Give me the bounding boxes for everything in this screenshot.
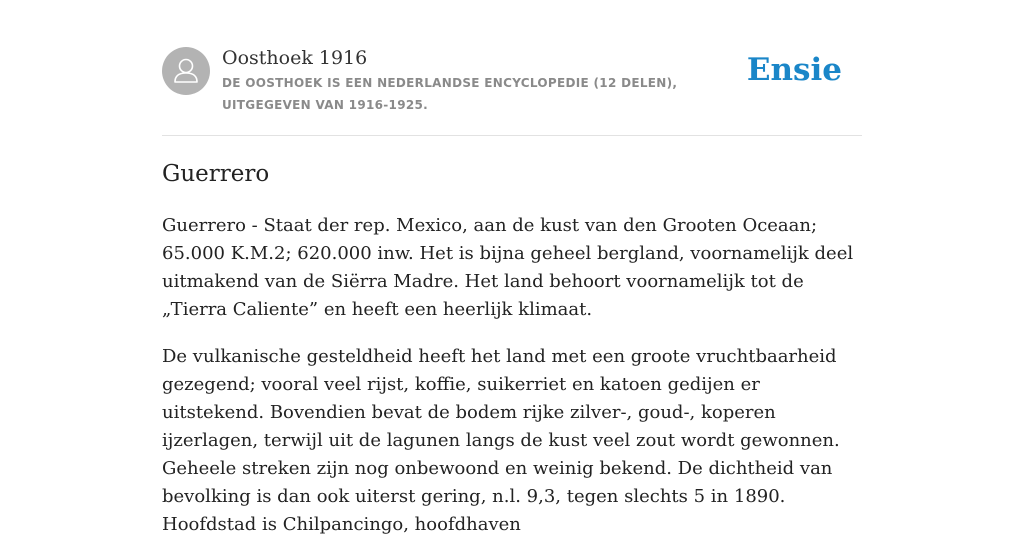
page bbox=[162, 0, 862, 535]
source-description: DE OOSTHOEK IS EEN NEDERLANDSE ENCYCLOPEDIE (12 DELEN), UITGEGEVEN VAN 1916-1925. bbox=[222, 76, 678, 112]
entry-title: Guerrero bbox=[162, 161, 270, 187]
source-title[interactable]: Oosthoek 1916 bbox=[222, 47, 368, 69]
source-header bbox=[162, 46, 862, 116]
entry-paragraph: De vulkanische gesteldheid heeft het land met een groote vruchtbaarheid gezegend; vooral veel rijst, koffie, suikerriet en katoen gedijen er uitstekend. Bovendien bevat de bodem rijke zilver-, goud-, koperen ijzerlagen, terwijl uit de lagunen langs de kust veel zout wordt gewonnen. Geheele streken zijn nog onbewoond en weinig bekend. De dichtheid van bevolking is dan ook uiterst gering, n.l. 9,3, tegen slechts 5 in 1890. Hoofdstad is Chilpancingo, hoofdhaven bbox=[162, 346, 840, 535]
entry-body bbox=[162, 212, 862, 558]
avatar[interactable] bbox=[162, 47, 210, 95]
brand-logo[interactable]: Ensie bbox=[746, 52, 842, 88]
user-icon bbox=[162, 47, 210, 95]
header-divider bbox=[162, 135, 862, 136]
entry-paragraph: Guerrero - Staat der rep. Mexico, aan de kust van den Grooten Oceaan; 65.000 K.M.2; 620.000 inw. Het is bijna geheel bergland, voornamelijk deel uitmakend van de Siërra Madre. Het land behoort voornamelijk tot de „Tierra Caliente” en heeft een heerlijk klimaat. bbox=[162, 215, 854, 320]
